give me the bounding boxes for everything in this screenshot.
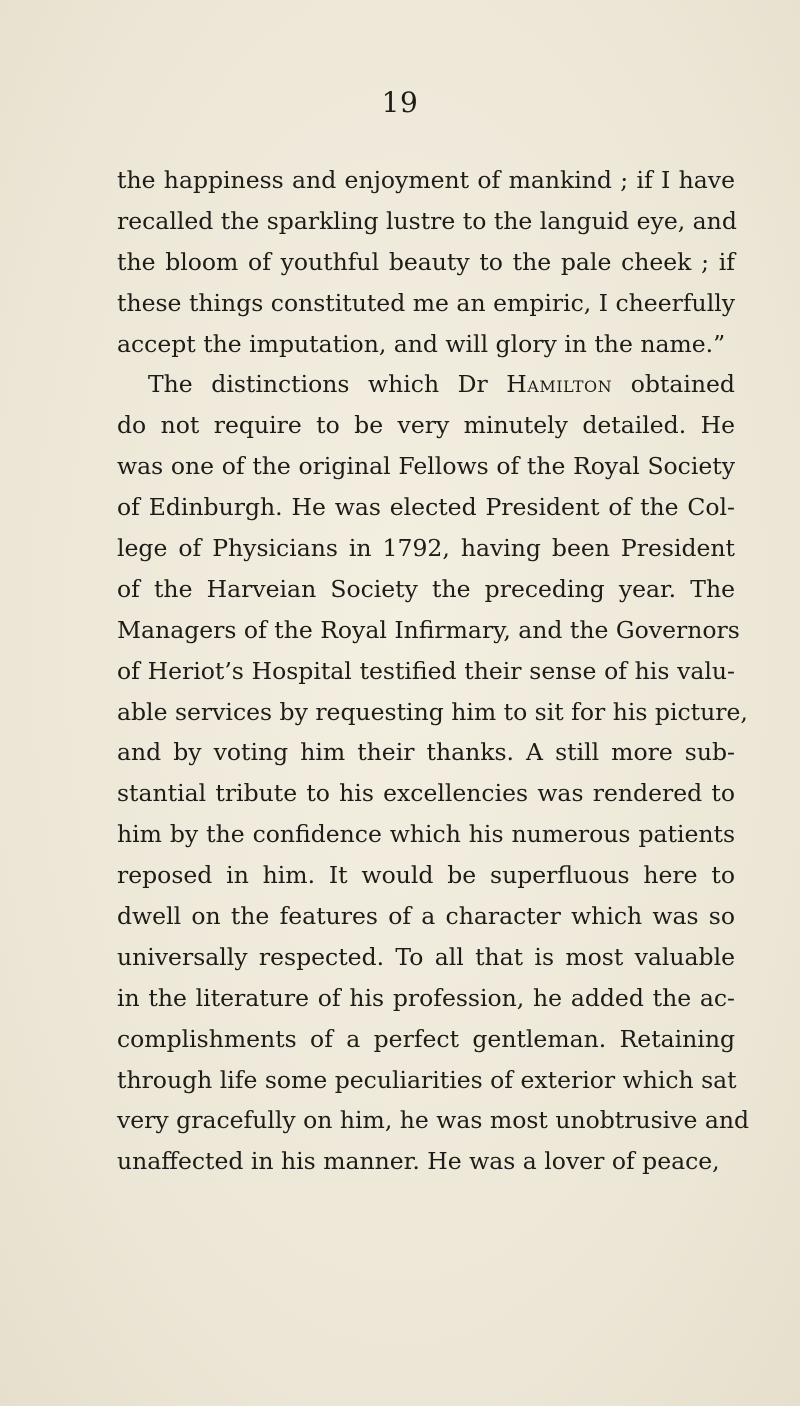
page-number: 19 (381, 86, 419, 119)
text-line: him by the confidence which his numerous patients (117, 820, 735, 849)
text-line: Managers of the Royal Infirmary, and the Governors (117, 615, 740, 644)
name-small-caps: Hamilton (506, 370, 613, 399)
text-segment: The distinctions which Dr (148, 370, 488, 399)
text-line: of Heriot’s Hospital testified their sense of his valu- (117, 656, 735, 685)
text-line: recalled the sparkling lustre to the languid eye, and (117, 206, 737, 235)
text-line: complishments of a perfect gentleman. Retaining (117, 1024, 735, 1053)
text-line: the bloom of youthful beauty to the pale cheek ; if (117, 247, 735, 276)
text-line: dwell on the features of a character which was so (117, 902, 735, 931)
text-line: very gracefully on him, he was most unobtrusive and (117, 1106, 750, 1135)
text-line: and by voting him their thanks. A still more sub- (117, 738, 735, 767)
text-line: stantial tribute to his excellencies was rendered to (117, 779, 735, 808)
text-line: reposed in him. It would be superfluous here to (117, 861, 735, 890)
text-line: able services by requesting him to sit for his picture, (117, 697, 748, 726)
text-line: the happiness and enjoyment of mankind ; if I have (117, 166, 735, 194)
text-line: unaffected in his manner. He was a lover of peace, (117, 1147, 720, 1176)
text-line: through life some peculiarities of exterior which sat (117, 1065, 737, 1094)
text-line: of Edinburgh. He was elected President of the Col- (117, 493, 735, 522)
text-line: of the Harveian Society the preceding year. The (117, 574, 735, 603)
text-line: lege of Physicians in 1792, having been President (117, 534, 735, 563)
text-line: was one of the original Fellows of the Royal Society (117, 452, 735, 481)
text-line: these things constituted me an empiric, I cheerfully (117, 288, 735, 317)
body-text (117, 160, 750, 1182)
text-line-paragraph-start (117, 364, 735, 405)
text-line: do not require to be very minutely detailed. He (117, 411, 735, 440)
text-segment: obtained (630, 370, 735, 399)
text-line: in the literature of his profession, he added the ac- (117, 983, 735, 1012)
text-line: universally respected. To all that is most valuable (117, 942, 735, 971)
text-line: accept the imputation, and will glory in the name.” (117, 329, 726, 358)
